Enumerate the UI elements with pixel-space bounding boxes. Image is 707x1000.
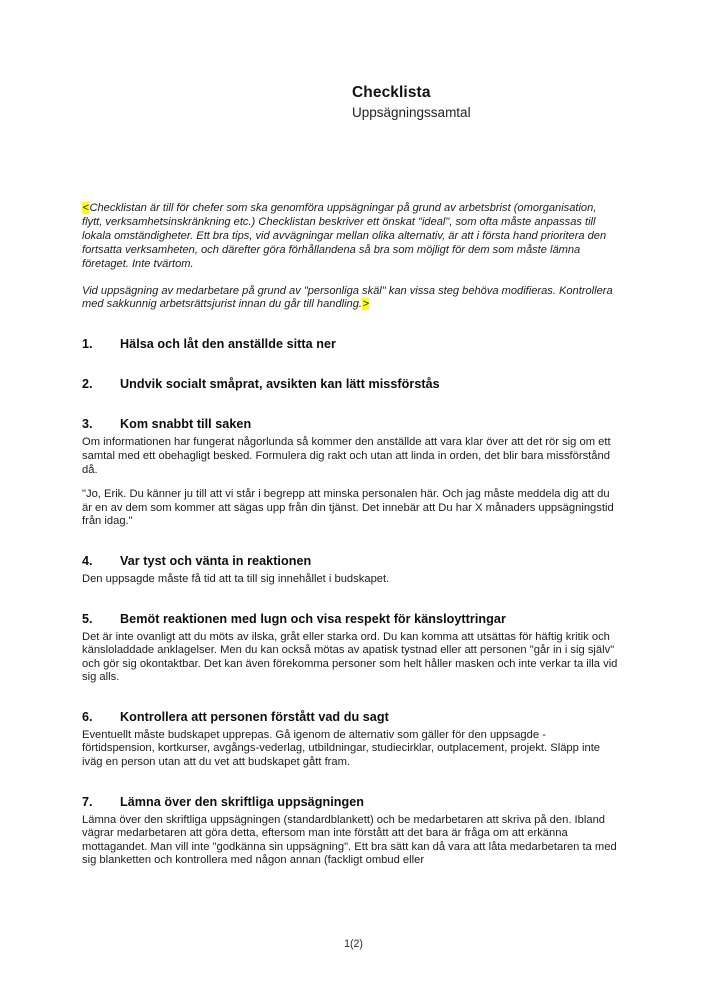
checklist-item-1-title: Hälsa och låt den anställde sitta ner [120, 337, 337, 352]
page-subtitle: Uppsägningssamtal [352, 105, 471, 120]
checklist-item-2-number: 2. [82, 377, 93, 392]
checklist-item-4-text: Den uppsagde måste få tid att ta till sig innehållet i budskapet. [82, 572, 390, 585]
checklist-item-6 [82, 710, 619, 770]
checklist-item-3-heading [82, 417, 619, 432]
page-footer [0, 938, 707, 950]
checklist-item-3-text: Om informationen har fungerat någorlunda så kommer den anställde att vara klar över att det rör sig om ett samtal med ett obehagligt besked. Formulera dig rakt och utan att linda in orden, det blir bara missförstånd då. [82, 436, 611, 476]
checklist-item-1-number: 1. [82, 337, 93, 352]
checklist-item-7-title: Lämna över den skriftliga uppsägningen [120, 794, 365, 809]
checklist-item-5-title: Bemöt reaktionen med lugn och visa respekt för känsloyttringar [120, 611, 506, 626]
checklist-item-2 [82, 377, 619, 392]
intro-paragraph-1-text: Checklistan är till för chefer som ska genomföra uppsägningar på grund av arbetsbrist (omorganisation, flytt, verksamhetsinskränkning etc.) Checklistan beskriver ett önskat "ideal", som ofta måste anpassas till lokala omständigheter. Ett bra tips, vid avvägningar mellan olika alternativ, är att i första hand prioritera den fortsatta verksamheten, och därefter göra förhållandena så bra som möjligt för dem som måste lämna företaget. Inte tvärtom. [82, 202, 607, 270]
checklist-item-4-heading [82, 554, 619, 569]
checklist-item-3 [82, 417, 619, 529]
checklist-item-2-heading [82, 377, 619, 392]
checklist-item-5 [82, 612, 619, 685]
page-title: Checklista [352, 84, 431, 101]
intro-paragraph-2 [82, 285, 619, 313]
checklist-item-4 [82, 554, 619, 587]
checklist-item-6-title: Kontrollera att personen förstått vad du sagt [120, 709, 389, 724]
checklist-item-7-text: Lämna över den skriftliga uppsägningen (standardblankett) och be medarbetaren att skriva på den. Ibland vägrar medarbetaren att göra detta, eftersom man inte förstått att det bara är fråga om att erkänna mottagandet. Man vill inte "godkänna sin uppsägning". Ett bra sätt kan då vara att låta medarbetaren ta med sig blanketten och kontrollera med någon annan (fackligt ombud eller [82, 813, 617, 867]
checklist-item-3-quote: "Jo, Erik. Du känner ju till att vi står i begrepp att minska personalen här. Och jag måste meddela dig att du är en av dem som kommer att sägas upp från din tjänst. Det innebär att Du har X månaders uppsägningstid från idag." [82, 488, 614, 528]
checklist-item-5-text: Det är inte ovanligt att du möts av ilska, gråt eller starka ord. Du kan komma att utsättas för häftig kritik och känsloladdade anklagelser. Men du kan också mötas av apatisk tystnad eller att personen "går in i sig själv" och gör sig okontaktbar. Det kan även förekomma personer som helt håller masken och inte verkar ta illa vid sig alls. [82, 630, 618, 684]
checklist-item-6-heading [82, 710, 619, 725]
checklist-item-5-number: 5. [82, 611, 93, 626]
intro-paragraph-2-text: Vid uppsägning av medarbetare på grund av "personliga skäl" kan vissa steg behöva modifieras. Kontrollera med sakkunnig arbetsrättsjurist innan du går till handling. [82, 284, 613, 311]
checklist-item-3-title: Kom snabbt till saken [120, 417, 252, 432]
checklist-item-1 [82, 337, 619, 352]
checklist-item-4-title: Var tyst och vänta in reaktionen [120, 553, 312, 568]
highlight-open-marker: < [82, 202, 89, 214]
checklist-item-6-text: Eventuellt måste budskapet upprepas. Gå igenom de alternativ som gäller för den uppsagde - förtidspension, kortkurser, avgångs-vederlag, utbildningar, studiecirklar, outplacement, projekt. Släpp inte iväg en person utan att du vet att budskapet gått fram. [82, 728, 601, 769]
checklist-item-2-title: Undvik socialt småprat, avsikten kan lätt missförstås [120, 377, 440, 392]
document-body [82, 202, 619, 868]
checklist-item-4-number: 4. [82, 553, 93, 568]
highlight-close-marker: > [362, 298, 369, 311]
intro-paragraph-1 [82, 202, 619, 272]
checklist-item-7-heading [82, 795, 619, 810]
page-number: 1(2) [344, 938, 363, 950]
checklist-item-7-number: 7. [82, 794, 93, 809]
checklist-item-7 [82, 795, 619, 868]
checklist-item-1-heading [82, 337, 619, 352]
checklist-item-6-number: 6. [82, 709, 93, 724]
document-header [352, 84, 652, 121]
checklist-item-3-number: 3. [82, 417, 93, 432]
checklist-item-5-heading [82, 612, 619, 627]
